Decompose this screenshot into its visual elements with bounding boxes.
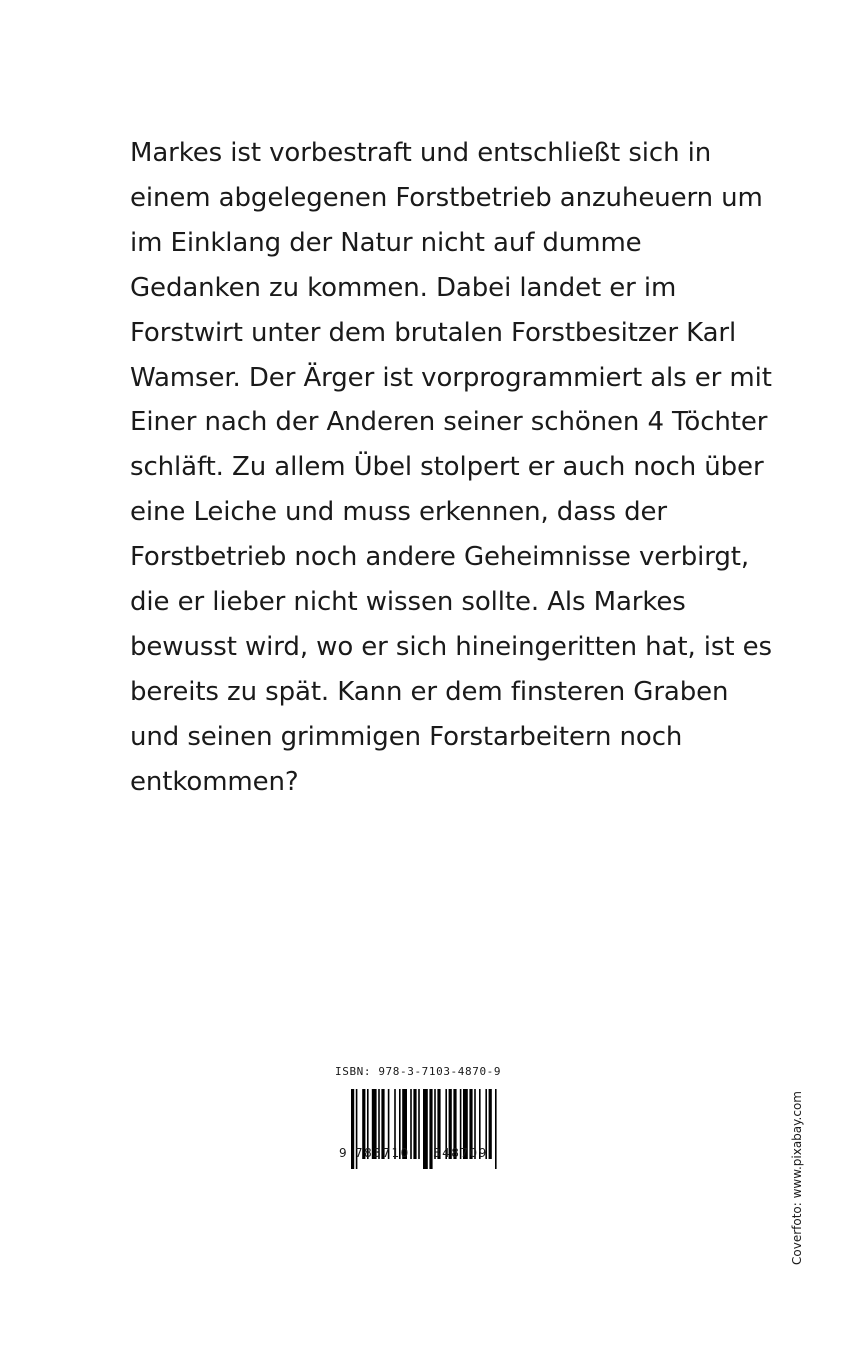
blurb-line: die er lieber nicht wissen sollte. Als Markes (130, 587, 686, 618)
barcode-bar (413, 1089, 416, 1159)
blurb-line: und seinen grimmigen Forstarbeitern noch (130, 721, 683, 752)
barcode-bar (423, 1089, 428, 1169)
blurb-line: bereits zu spät. Kann er dem finsteren Graben (130, 676, 729, 707)
barcode-digits-left: 783710 (355, 1146, 410, 1160)
back-cover-blurb (130, 131, 772, 805)
blurb-line: entkommen? (130, 766, 299, 797)
barcode-bar (351, 1089, 354, 1169)
blurb-line: Forstwirt unter dem brutalen Forstbesitzer Karl (130, 317, 737, 348)
blurb-line: Gedanken zu kommen. Dabei landet er im (130, 272, 677, 303)
barcode-bar (489, 1089, 492, 1159)
isbn-barcode (333, 1065, 533, 1180)
blurb-line: schläft. Zu allem Übel stolpert er auch noch über (130, 452, 764, 483)
blurb-line: Einer nach der Anderen seiner schönen 4 Töchter (130, 407, 768, 438)
barcode-digits-right: 348709 (433, 1146, 488, 1160)
barcode-bar (410, 1089, 412, 1159)
blurb-line: Forstbetrieb noch andere Geheimnisse verbirgt, (130, 542, 750, 573)
blurb-line: Wamser. Der Ärger ist vorprogrammiert als er mit (130, 362, 772, 393)
cover-photo-credit: Coverfoto: www.pixabay.com (790, 1091, 804, 1265)
blurb-line: eine Leiche und muss erkennen, dass der (130, 497, 667, 528)
isbn-label: ISBN: 978-3-7103-4870-9 (335, 1065, 502, 1078)
barcode-bar (495, 1089, 497, 1169)
barcode-bar (418, 1089, 420, 1159)
blurb-line: bewusst wird, wo er sich hineingeritten hat, ist es (130, 631, 772, 662)
barcode-digit-first: 9 (339, 1146, 347, 1160)
blurb-line: Markes ist vorbestraft und entschließt sich in (130, 138, 712, 168)
blurb-line: einem abgelegenen Forstbetrieb anzuheuern um (130, 182, 763, 213)
blurb-line: im Einklang der Natur nicht auf dumme (130, 227, 642, 258)
